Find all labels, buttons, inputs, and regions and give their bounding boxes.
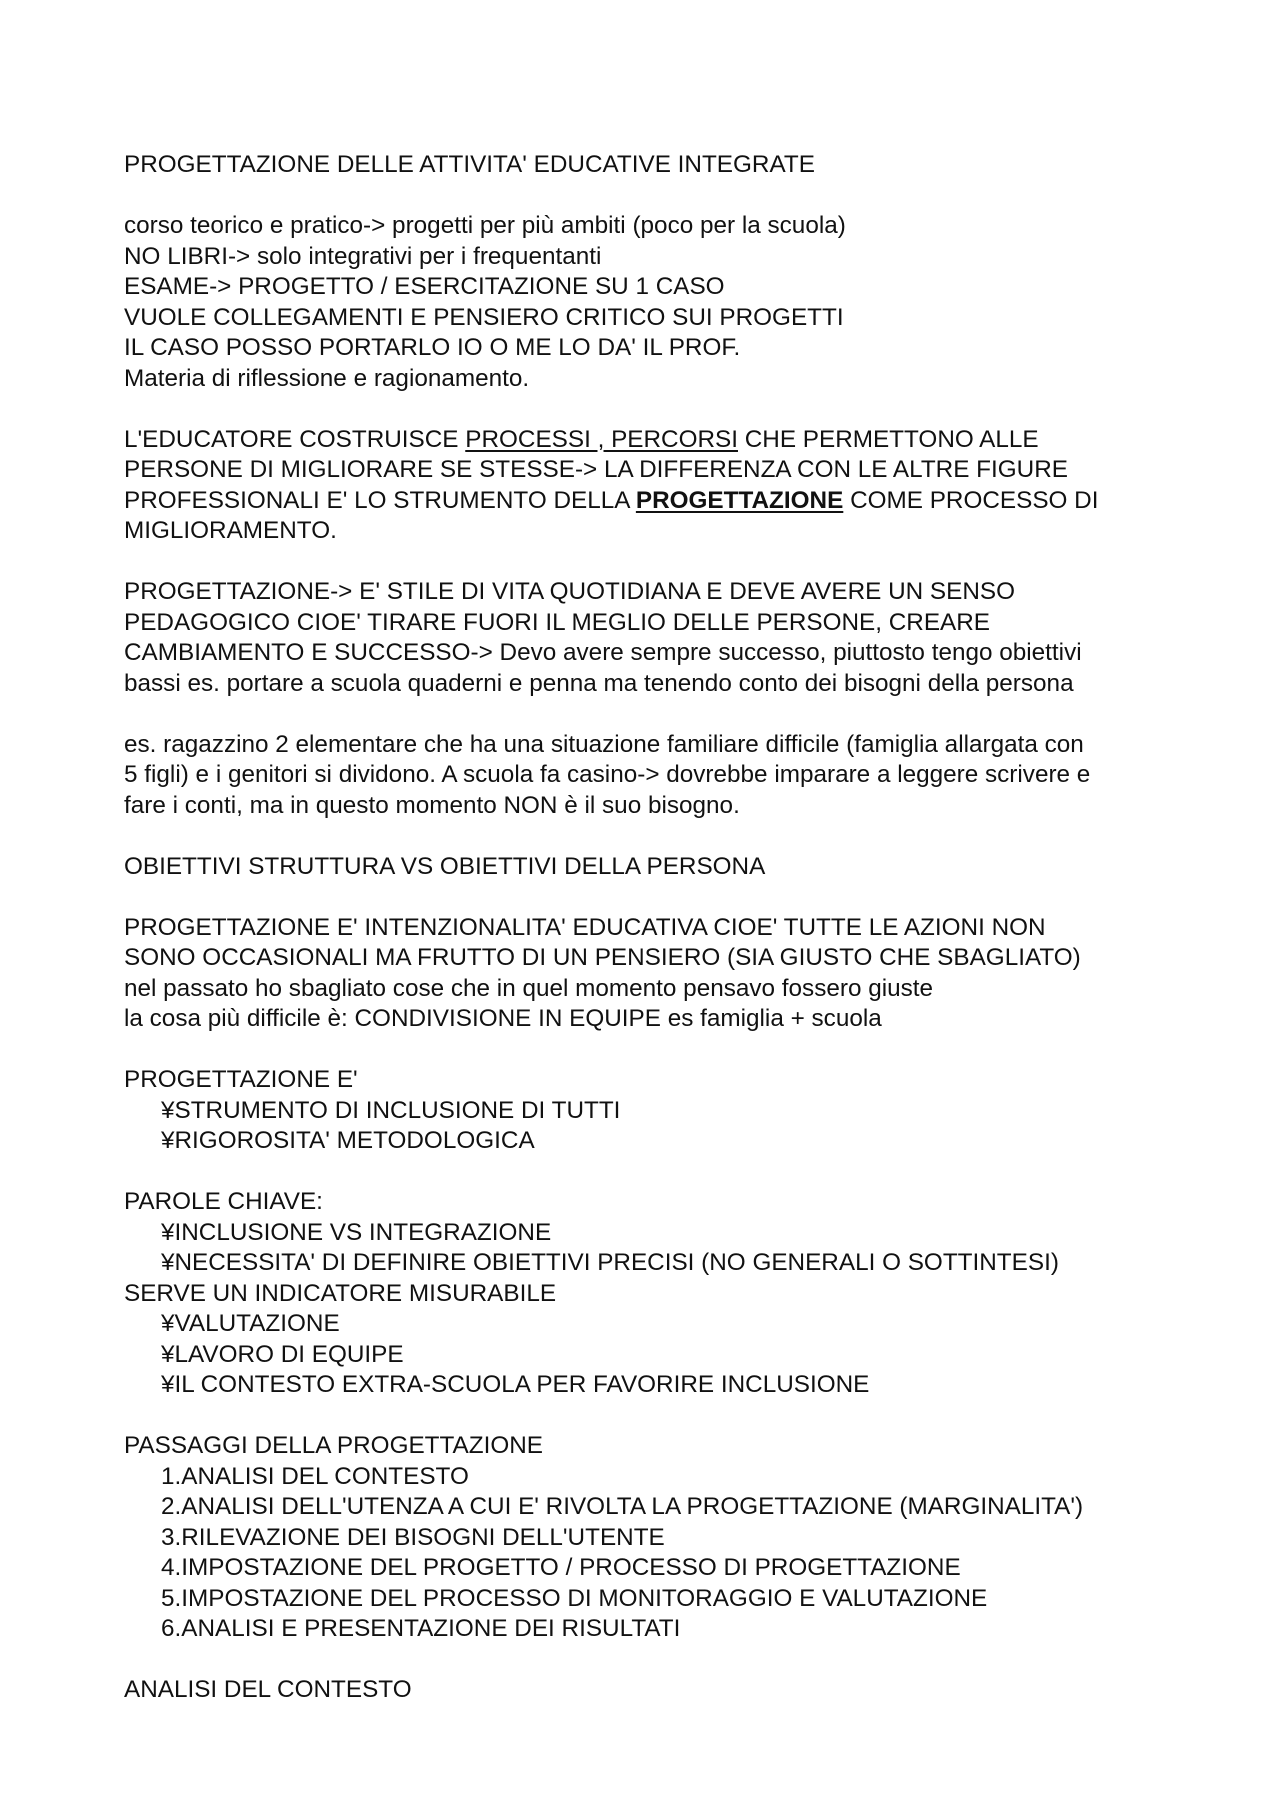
educator-line: MIGLIORAMENTO. — [124, 517, 337, 544]
document-page — [124, 150, 1184, 1706]
style-paragraph — [124, 577, 1184, 699]
numbered-item: 4.IMPOSTAZIONE DEL PROGETTO / PROCESSO DI PROGETTAZIONE — [161, 1554, 961, 1581]
example-line: fare i conti, ma in questo momento NON è il suo bisogno. — [124, 791, 740, 819]
bold-progettazione: PROGETTAZIONE — [635, 486, 844, 514]
objectives-line: OBIETTIVI STRUTTURA VS OBIETTIVI DELLA PERSONA — [124, 852, 766, 880]
intentionality-line: la cosa più difficile è: CONDIVISIONE IN EQUIPE es famiglia + scuola — [124, 1005, 882, 1032]
numbered-item: 3.RILEVAZIONE DEI BISOGNI DELL'UTENTE — [161, 1523, 665, 1551]
intro-line: corso teorico e pratico-> progetti per più ambiti (poco per la scuola) — [124, 212, 846, 239]
intro-line: IL CASO POSSO PORTARLO IO O ME LO DA' IL PROF. — [124, 334, 741, 361]
final-heading: ANALISI DEL CONTESTO — [124, 1676, 412, 1703]
style-line: CAMBIAMENTO E SUCCESSO-> Devo avere sempre successo, piuttosto tengo obiettivi — [124, 639, 1082, 666]
numbered-item: 6.ANALISI E PRESENTAZIONE DEI RISULTATI — [161, 1615, 681, 1642]
intro-line: VUOLE COLLEGAMENTI E PENSIERO CRITICO SUI PROGETTI — [124, 303, 844, 331]
educator-line: L'EDUCATORE COSTRUISCE PROCESSI , PERCORSI CHE PERMETTONO ALLE — [124, 425, 1039, 453]
example-line: 5 figli) e i genitori si dividono. A scuola fa casino-> dovrebbe imparare a leggere scrivere e — [124, 761, 1091, 788]
numbered-item: 5.IMPOSTAZIONE DEL PROCESSO DI MONITORAGGIO E VALUTAZIONE — [161, 1584, 988, 1612]
intentionality-line: SONO OCCASIONALI MA FRUTTO DI UN PENSIERO (SIA GIUSTO CHE SBAGLIATO) — [124, 944, 1081, 971]
style-line: PROGETTAZIONE-> E' STILE DI VITA QUOTIDIANA E DEVE AVERE UN SENSO — [124, 578, 1015, 605]
document-title: PROGETTAZIONE DELLE ATTIVITA' EDUCATIVE INTEGRATE — [124, 151, 815, 178]
section-heading: PROGETTAZIONE E' — [124, 1066, 358, 1093]
intro-line: NO LIBRI-> solo integrativi per i frequentanti — [124, 242, 602, 270]
intentionality-line: nel passato ho sbagliato cose che in quel momento pensavo fossero giuste — [124, 974, 934, 1002]
underlined-processi-percorsi: PROCESSI , PERCORSI — [465, 425, 738, 453]
intentionality-paragraph — [124, 913, 1184, 1035]
example-paragraph — [124, 730, 1184, 822]
list-item-continuation: SERVE UN INDICATORE MISURABILE — [124, 1279, 557, 1307]
section-heading: PASSAGGI DELLA PROGETTAZIONE — [124, 1432, 544, 1459]
list-item: ¥INCLUSIONE VS INTEGRAZIONE — [161, 1218, 552, 1246]
list-item: ¥LAVORO DI EQUIPE — [161, 1340, 404, 1368]
list-item: ¥NECESSITA' DI DEFINIRE OBIETTIVI PRECISI (NO GENERALI O SOTTINTESI) — [161, 1249, 1059, 1276]
intentionality-line: PROGETTAZIONE E' INTENZIONALITA' EDUCATIVA CIOE' TUTTE LE AZIONI NON — [124, 913, 1046, 941]
list-item: ¥IL CONTESTO EXTRA-SCUOLA PER FAVORIRE INCLUSIONE — [161, 1371, 870, 1398]
example-line: es. ragazzino 2 elementare che ha una situazione familiare difficile (famiglia allargata con — [124, 730, 1084, 758]
list-item: ¥VALUTAZIONE — [161, 1310, 340, 1337]
style-line: PEDAGOGICO CIOE' TIRARE FUORI IL MEGLIO DELLE PERSONE, CREARE — [124, 608, 991, 636]
keywords-list — [124, 1187, 1184, 1401]
educator-line: PROFESSIONALI E' LO STRUMENTO DELLA PROGETTAZIONE COME PROCESSO DI — [124, 486, 1099, 514]
steps-list — [124, 1431, 1184, 1645]
section-heading: PAROLE CHIAVE: — [124, 1188, 323, 1215]
list-item: ¥RIGOROSITA' METODOLOGICA — [161, 1127, 535, 1154]
list-item: ¥STRUMENTO DI INCLUSIONE DI TUTTI — [161, 1096, 621, 1124]
numbered-item: 1.ANALISI DEL CONTESTO — [161, 1462, 469, 1490]
numbered-item: 2.ANALISI DELL'UTENZA A CUI E' RIVOLTA LA PROGETTAZIONE (MARGINALITA') — [161, 1493, 1084, 1520]
intro-paragraph — [124, 211, 1184, 394]
educator-line: PERSONE DI MIGLIORARE SE STESSE-> LA DIFFERENZA CON LE ALTRE FIGURE — [124, 456, 1068, 483]
intro-line: Materia di riflessione e ragionamento. — [124, 364, 530, 392]
educator-paragraph — [124, 425, 1184, 547]
progettazione-list — [124, 1065, 1184, 1157]
style-line: bassi es. portare a scuola quaderni e penna ma tenendo conto dei bisogni della persona — [124, 669, 1074, 697]
intro-line: ESAME-> PROGETTO / ESERCITAZIONE SU 1 CASO — [124, 273, 725, 300]
